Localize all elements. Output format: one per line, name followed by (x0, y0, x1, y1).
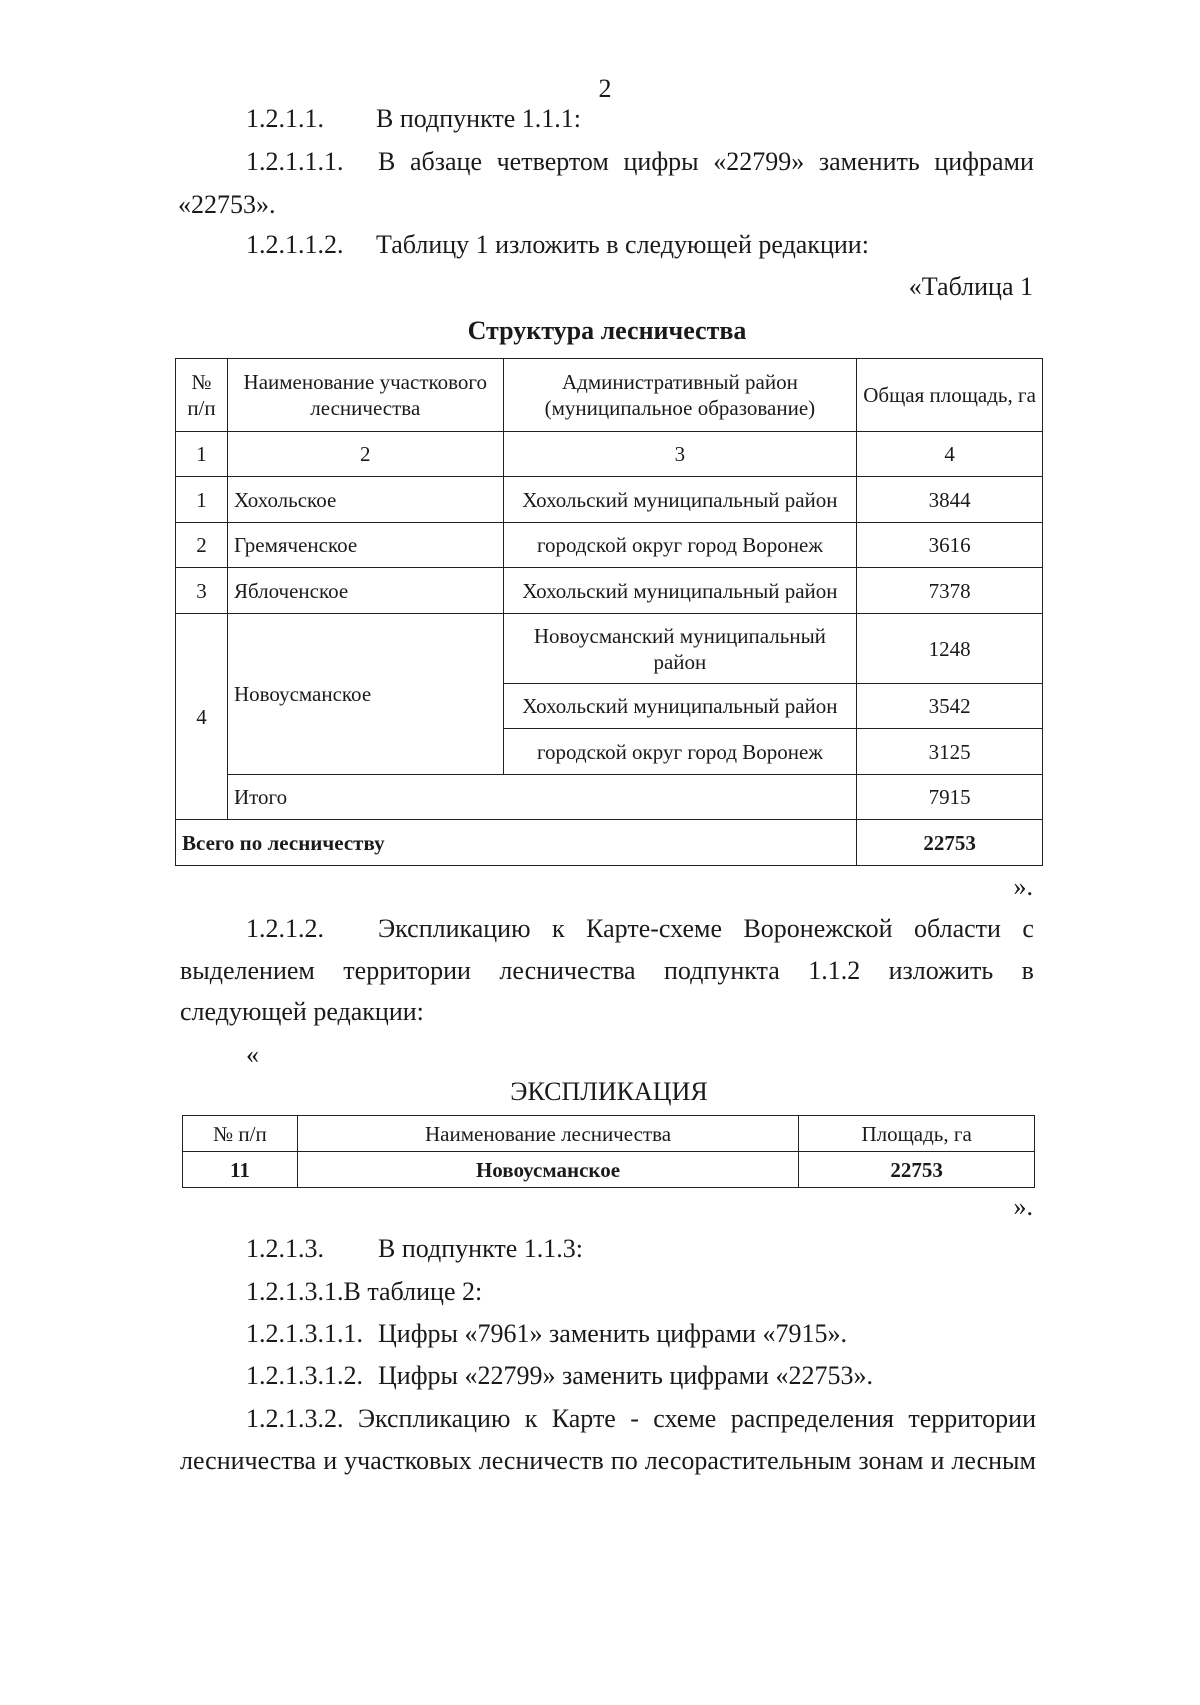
word: Карте-схеме (586, 914, 722, 943)
column-number: 4 (857, 432, 1043, 477)
paragraph-1-2-1-3 (246, 1234, 583, 1264)
paragraph-continuation: следующей редакции: (180, 997, 424, 1026)
word: к (524, 1404, 538, 1433)
forestry-name: Новоусманское (297, 1152, 798, 1188)
word: и (323, 1446, 338, 1475)
word: цифрами (934, 147, 1034, 176)
word: 1.1.2 (808, 956, 861, 985)
forestry-name: Хохольское (227, 477, 503, 523)
header-cell: № п/п (176, 359, 228, 432)
clause-number: 1.2.1.1. (246, 104, 324, 133)
clause-text: Таблицу 1 изложить в следующей редакции: (376, 230, 869, 259)
forestry-name: Новоусманское (227, 614, 503, 775)
clause-number: 1.2.1.3.1.2. (246, 1361, 363, 1390)
clause-number-1-2-1-1-1: 1.2.1.1.1. (246, 147, 344, 176)
word: зонам (858, 1446, 924, 1475)
grand-total-label: Всего по лесничеству (176, 820, 857, 866)
district: Хохольский муниципальный район (503, 477, 857, 523)
clause-number: 1.2.1.3. (246, 1234, 324, 1263)
word: в (1021, 956, 1034, 985)
word: заменить (818, 147, 920, 176)
row-number: 11 (183, 1152, 298, 1188)
clause-number-1-2-1-2: 1.2.1.2. (246, 914, 324, 943)
word: подпункта (664, 956, 780, 985)
area: 3125 (857, 729, 1043, 775)
closing-quote: ». (1013, 1192, 1033, 1221)
word: Экспликацию (357, 1404, 511, 1433)
clause-number: 1.2.1.1.2. (246, 230, 344, 259)
header-cell: Наименование лесничества (297, 1116, 798, 1152)
table-row (176, 614, 1043, 684)
word: лесничества (499, 956, 636, 985)
subtotal-value: 7915 (857, 775, 1043, 820)
justified-line-p4-1 (378, 914, 1034, 944)
column-number: 3 (503, 432, 857, 477)
table-row (183, 1152, 1035, 1188)
subtotal-row (176, 775, 1043, 820)
word: Воронежской (743, 914, 893, 943)
word: территории (343, 956, 471, 985)
justified-line-p2 (378, 147, 1034, 177)
word: распределения (730, 1404, 894, 1433)
closing-quote: ». (1013, 872, 1033, 901)
word: В (378, 147, 396, 176)
clause-text: В подпункте 1.1.3: (378, 1234, 583, 1263)
district: Хохольский муниципальный район (503, 684, 857, 729)
paragraph-continuation: «22753». (178, 190, 276, 219)
explication-table (182, 1115, 1035, 1188)
word: участковых (344, 1446, 472, 1475)
column-number-row (176, 432, 1043, 477)
forestry-name: Яблоченское (227, 568, 503, 614)
paragraph-1-2-1-3-1: 1.2.1.3.1.В таблице 2: (246, 1277, 483, 1306)
paragraph-1-2-1-1 (246, 104, 581, 134)
table-header-row (176, 359, 1043, 432)
subtotal-label: Итого (227, 775, 856, 820)
area: 1248 (857, 614, 1043, 684)
grand-total-row (176, 820, 1043, 866)
area: 3542 (857, 684, 1043, 729)
area: 3616 (857, 523, 1043, 568)
word: выделением (180, 956, 315, 985)
justified-line-p9-1 (246, 1404, 1036, 1434)
explication-title: ЭКСПЛИКАЦИЯ (510, 1077, 708, 1106)
district: Новоусманский муниципальный район (503, 614, 857, 684)
header-cell: Общая площадь, га (857, 359, 1043, 432)
word: цифры (623, 147, 699, 176)
word: «22799» (713, 147, 805, 176)
table-label: «Таблица 1 (908, 272, 1033, 301)
word: и (930, 1446, 945, 1475)
page-number: 2 (598, 74, 612, 103)
word: Карте (551, 1404, 616, 1433)
column-number: 1 (176, 432, 228, 477)
clause-number: 1.2.1.3.1.1. (246, 1319, 363, 1348)
row-number: 1 (176, 477, 228, 523)
table-row (176, 523, 1043, 568)
forestry-name: Гремяченское (227, 523, 503, 568)
word: 1.2.1.3.2. (246, 1404, 344, 1433)
row-number: 3 (176, 568, 228, 614)
district: Хохольский муниципальный район (503, 568, 857, 614)
word: лесорастительным (644, 1446, 852, 1475)
table-row (176, 477, 1043, 523)
header-cell: Административный район (муниципальное образование) (503, 359, 857, 432)
area: 7378 (857, 568, 1043, 614)
district: городской округ город Воронеж (503, 523, 857, 568)
word: - (630, 1404, 639, 1433)
paragraph-1-2-1-1-2 (246, 230, 869, 260)
word: территории (908, 1404, 1036, 1433)
justified-line-p4-2 (180, 956, 1034, 986)
grand-total-value: 22753 (857, 820, 1043, 866)
clause-text: Цифры «22799» заменить цифрами «22753». (378, 1361, 873, 1390)
paragraph-1-2-1-3-1-1 (246, 1319, 847, 1349)
word: лесничеств (478, 1446, 604, 1475)
header-cell: Наименование участкового лесничества (227, 359, 503, 432)
justified-line-p9-2 (180, 1446, 1036, 1476)
clause-text: В подпункте 1.1.1: (376, 104, 581, 133)
table-header-row (183, 1116, 1035, 1152)
area: 3844 (857, 477, 1043, 523)
paragraph-1-2-1-3-1-2 (246, 1361, 873, 1391)
word: лесным (951, 1446, 1036, 1475)
word: с (1022, 914, 1034, 943)
table-row (176, 568, 1043, 614)
district: городской округ город Воронеж (503, 729, 857, 775)
word: к (552, 914, 565, 943)
word: по (610, 1446, 638, 1475)
clause-text: Цифры «7961» заменить цифрами «7915». (378, 1319, 847, 1348)
word: схеме (653, 1404, 717, 1433)
table-title: Структура лесничества (467, 316, 747, 345)
header-cell: № п/п (183, 1116, 298, 1152)
word: области (914, 914, 1001, 943)
opening-quote: « (246, 1040, 259, 1069)
word: Экспликацию (378, 914, 531, 943)
word: лесничества (180, 1446, 317, 1475)
row-number: 4 (176, 614, 228, 820)
area: 22753 (799, 1152, 1035, 1188)
word: четвертом (496, 147, 609, 176)
word: изложить (888, 956, 994, 985)
row-number: 2 (176, 523, 228, 568)
forestry-structure-table (175, 358, 1043, 866)
word: абзаце (409, 147, 482, 176)
column-number: 2 (227, 432, 503, 477)
header-cell: Площадь, га (799, 1116, 1035, 1152)
